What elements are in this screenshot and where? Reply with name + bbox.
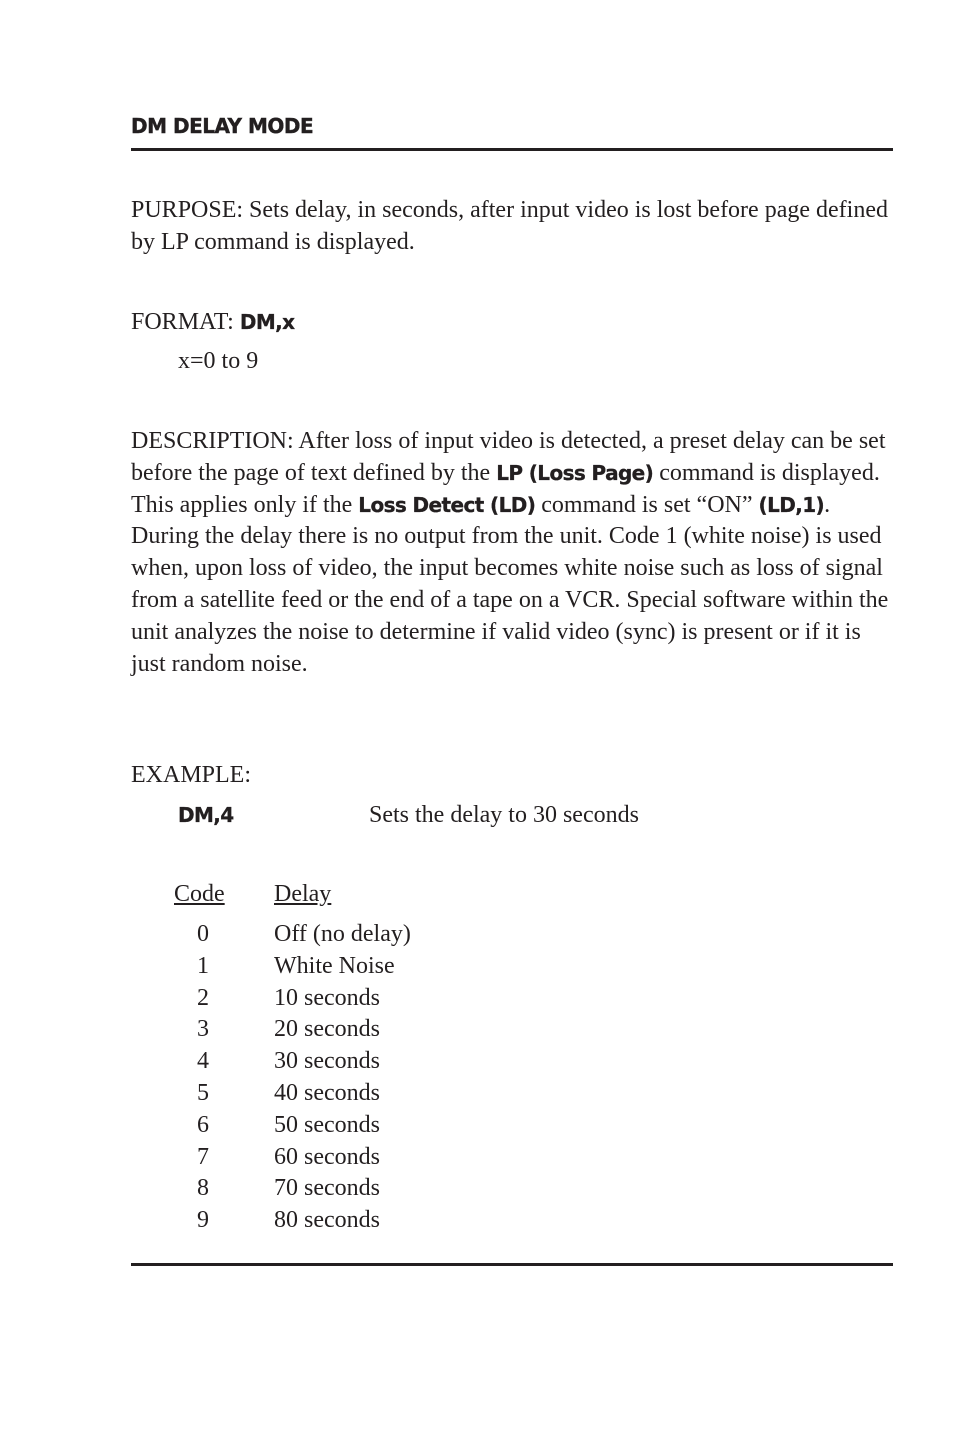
- delay-cell: 80 seconds: [274, 1207, 380, 1234]
- delay-cell: 10 seconds: [274, 984, 380, 1011]
- code-cell: 2: [197, 984, 209, 1011]
- delay-cell: Off (no delay): [274, 921, 411, 947]
- code-cell: 9: [197, 1207, 209, 1234]
- description-command-lp: LP (Loss Page): [496, 460, 654, 485]
- code-cell: 0: [197, 921, 209, 947]
- delay-cell: 40 seconds: [274, 1079, 380, 1106]
- delay-cell: 20 seconds: [274, 1016, 380, 1043]
- top-rule: [131, 148, 893, 151]
- code-cell: 1: [197, 952, 209, 979]
- code-cell: 5: [197, 1079, 209, 1106]
- description-text-1: DESCRIPTION: After loss of input video is detected, a preset delay can be set before the page of text defined by the: [131, 428, 886, 486]
- delay-cell: 50 seconds: [274, 1111, 380, 1138]
- format-line: [131, 307, 893, 339]
- example-label: EXAMPLE:: [131, 762, 251, 788]
- table-header-code: Code: [174, 881, 225, 907]
- description-text-3: command is set “ON”: [535, 491, 759, 518]
- description-text-4: . During the delay there is no output from the unit. Code 1 (white noise) is used when, upon loss of video, the input becomes white noise such as loss of signal from a satellite feed or the end of a tape on a VCR. Special software within the unit analyzes the noise to determine if valid video (sync) is present or if it is just random noise.: [131, 491, 889, 677]
- description-command-ld1: (LD,1): [758, 492, 825, 517]
- bottom-rule: [131, 1263, 893, 1266]
- delay-cell: White Noise: [274, 952, 395, 979]
- section-heading: DM DELAY MODE: [131, 114, 314, 138]
- example-description: Sets the delay to 30 seconds: [369, 802, 639, 828]
- table-header-delay: Delay: [274, 881, 332, 907]
- format-command: DM,x: [239, 310, 295, 334]
- code-cell: 6: [197, 1111, 209, 1138]
- code-cell: 7: [197, 1143, 209, 1170]
- delay-cell: 30 seconds: [274, 1048, 380, 1075]
- description-paragraph: [131, 426, 893, 680]
- description-text-2: command is displayed. This applies only if the: [131, 459, 880, 518]
- purpose-paragraph: PURPOSE: Sets delay, in seconds, after input video is lost before page defined by LP command is displayed.: [131, 197, 888, 255]
- description-command-ld: Loss Detect (LD): [358, 492, 536, 517]
- code-cell: 4: [197, 1048, 209, 1075]
- code-cell: 3: [197, 1016, 209, 1043]
- delay-cell: 70 seconds: [274, 1175, 380, 1202]
- format-range: x=0 to 9: [178, 348, 259, 374]
- delay-cell: 60 seconds: [274, 1143, 380, 1170]
- example-command: DM,4: [178, 803, 234, 827]
- format-label: FORMAT:: [131, 309, 240, 335]
- code-cell: 8: [197, 1175, 209, 1202]
